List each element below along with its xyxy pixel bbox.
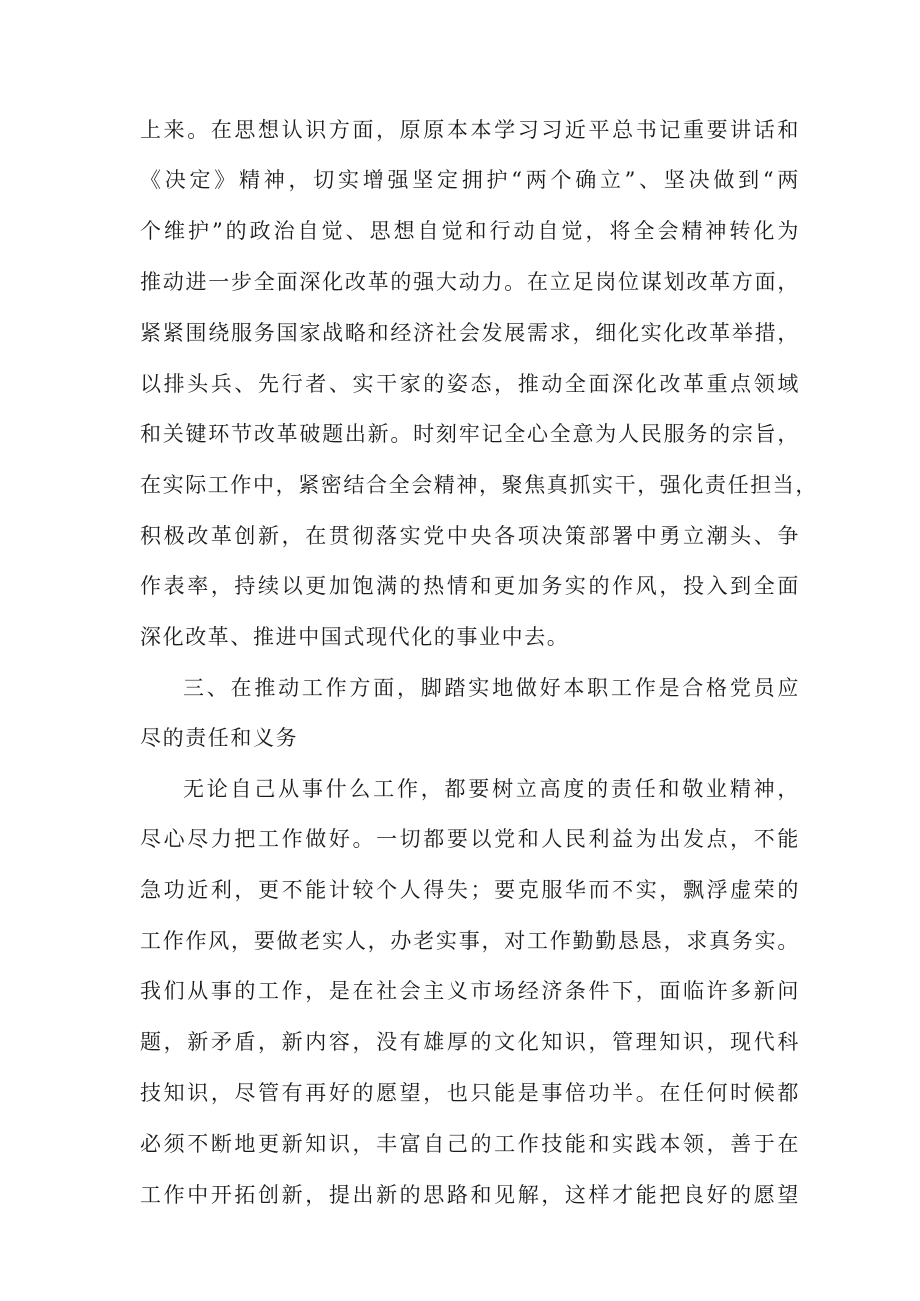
- section-heading-line: 三、在推动工作方面，脚踏实地做好本职工作是合格党员应: [183, 676, 800, 700]
- text-line: 和关键环节改革破题出新。时刻牢记全心全意为人民服务的宗旨，: [140, 422, 800, 446]
- text-line: 工作作风，要做老实人，办老实事，对工作勤勤恳恳，求真务实。: [140, 929, 800, 953]
- text-line: 推动进一步全面深化改革的强大动力。在立足岗位谋划改革方面，: [140, 270, 800, 294]
- text-line: 深化改革、推进中国式现代化的事业中去。: [140, 625, 570, 649]
- text-line: 在实际工作中，紧密结合全会精神，聚焦真抓实干，强化责任担当，: [140, 473, 818, 497]
- text-line: 上来。在思想认识方面，原原本本学习习近平总书记重要讲话和: [140, 118, 800, 142]
- text-line: 急功近利，更不能计较个人得失；要克服华而不实，飘浮虚荣的: [140, 878, 800, 902]
- text-line: 题，新矛盾，新内容，没有雄厚的文化知识，管理知识，现代科: [140, 1030, 800, 1054]
- text-line: 必须不断地更新知识，丰富自己的工作技能和实践本领，善于在: [140, 1132, 800, 1156]
- text-line: 技知识，尽管有再好的愿望，也只能是事倍功半。在任何时候都: [140, 1081, 800, 1105]
- text-line: 《决定》精神，切实增强坚定拥护“两个确立”、坚决做到“两: [140, 168, 800, 192]
- text-line: 积极改革创新，在贯彻落实党中央各项决策部署中勇立潮头、争: [140, 524, 800, 548]
- text-line: 紧紧围绕服务国家战略和经济社会发展需求，细化实化改革举措，: [140, 321, 800, 345]
- text-line: 工作中开拓创新，提出新的思路和见解，这样才能把良好的愿望: [140, 1183, 800, 1207]
- text-line: 尽心尽力把工作做好。一切都要以党和人民利益为出发点，不能: [140, 827, 800, 851]
- text-line: 个维护”的政治自觉、思想自觉和行动自觉，将全会精神转化为: [140, 219, 800, 243]
- text-line: 作表率，持续以更加饱满的热情和更加务实的作风，投入到全面: [140, 574, 800, 598]
- section-heading-line: 尽的责任和义务: [140, 726, 299, 750]
- text-line: 无论自己从事什么工作，都要树立高度的责任和敬业精神，: [183, 777, 800, 801]
- text-line: 以排头兵、先行者、实干家的姿态，推动全面深化改革重点领域: [140, 372, 800, 396]
- text-line: 我们从事的工作，是在社会主义市场经济条件下，面临许多新问: [140, 979, 800, 1003]
